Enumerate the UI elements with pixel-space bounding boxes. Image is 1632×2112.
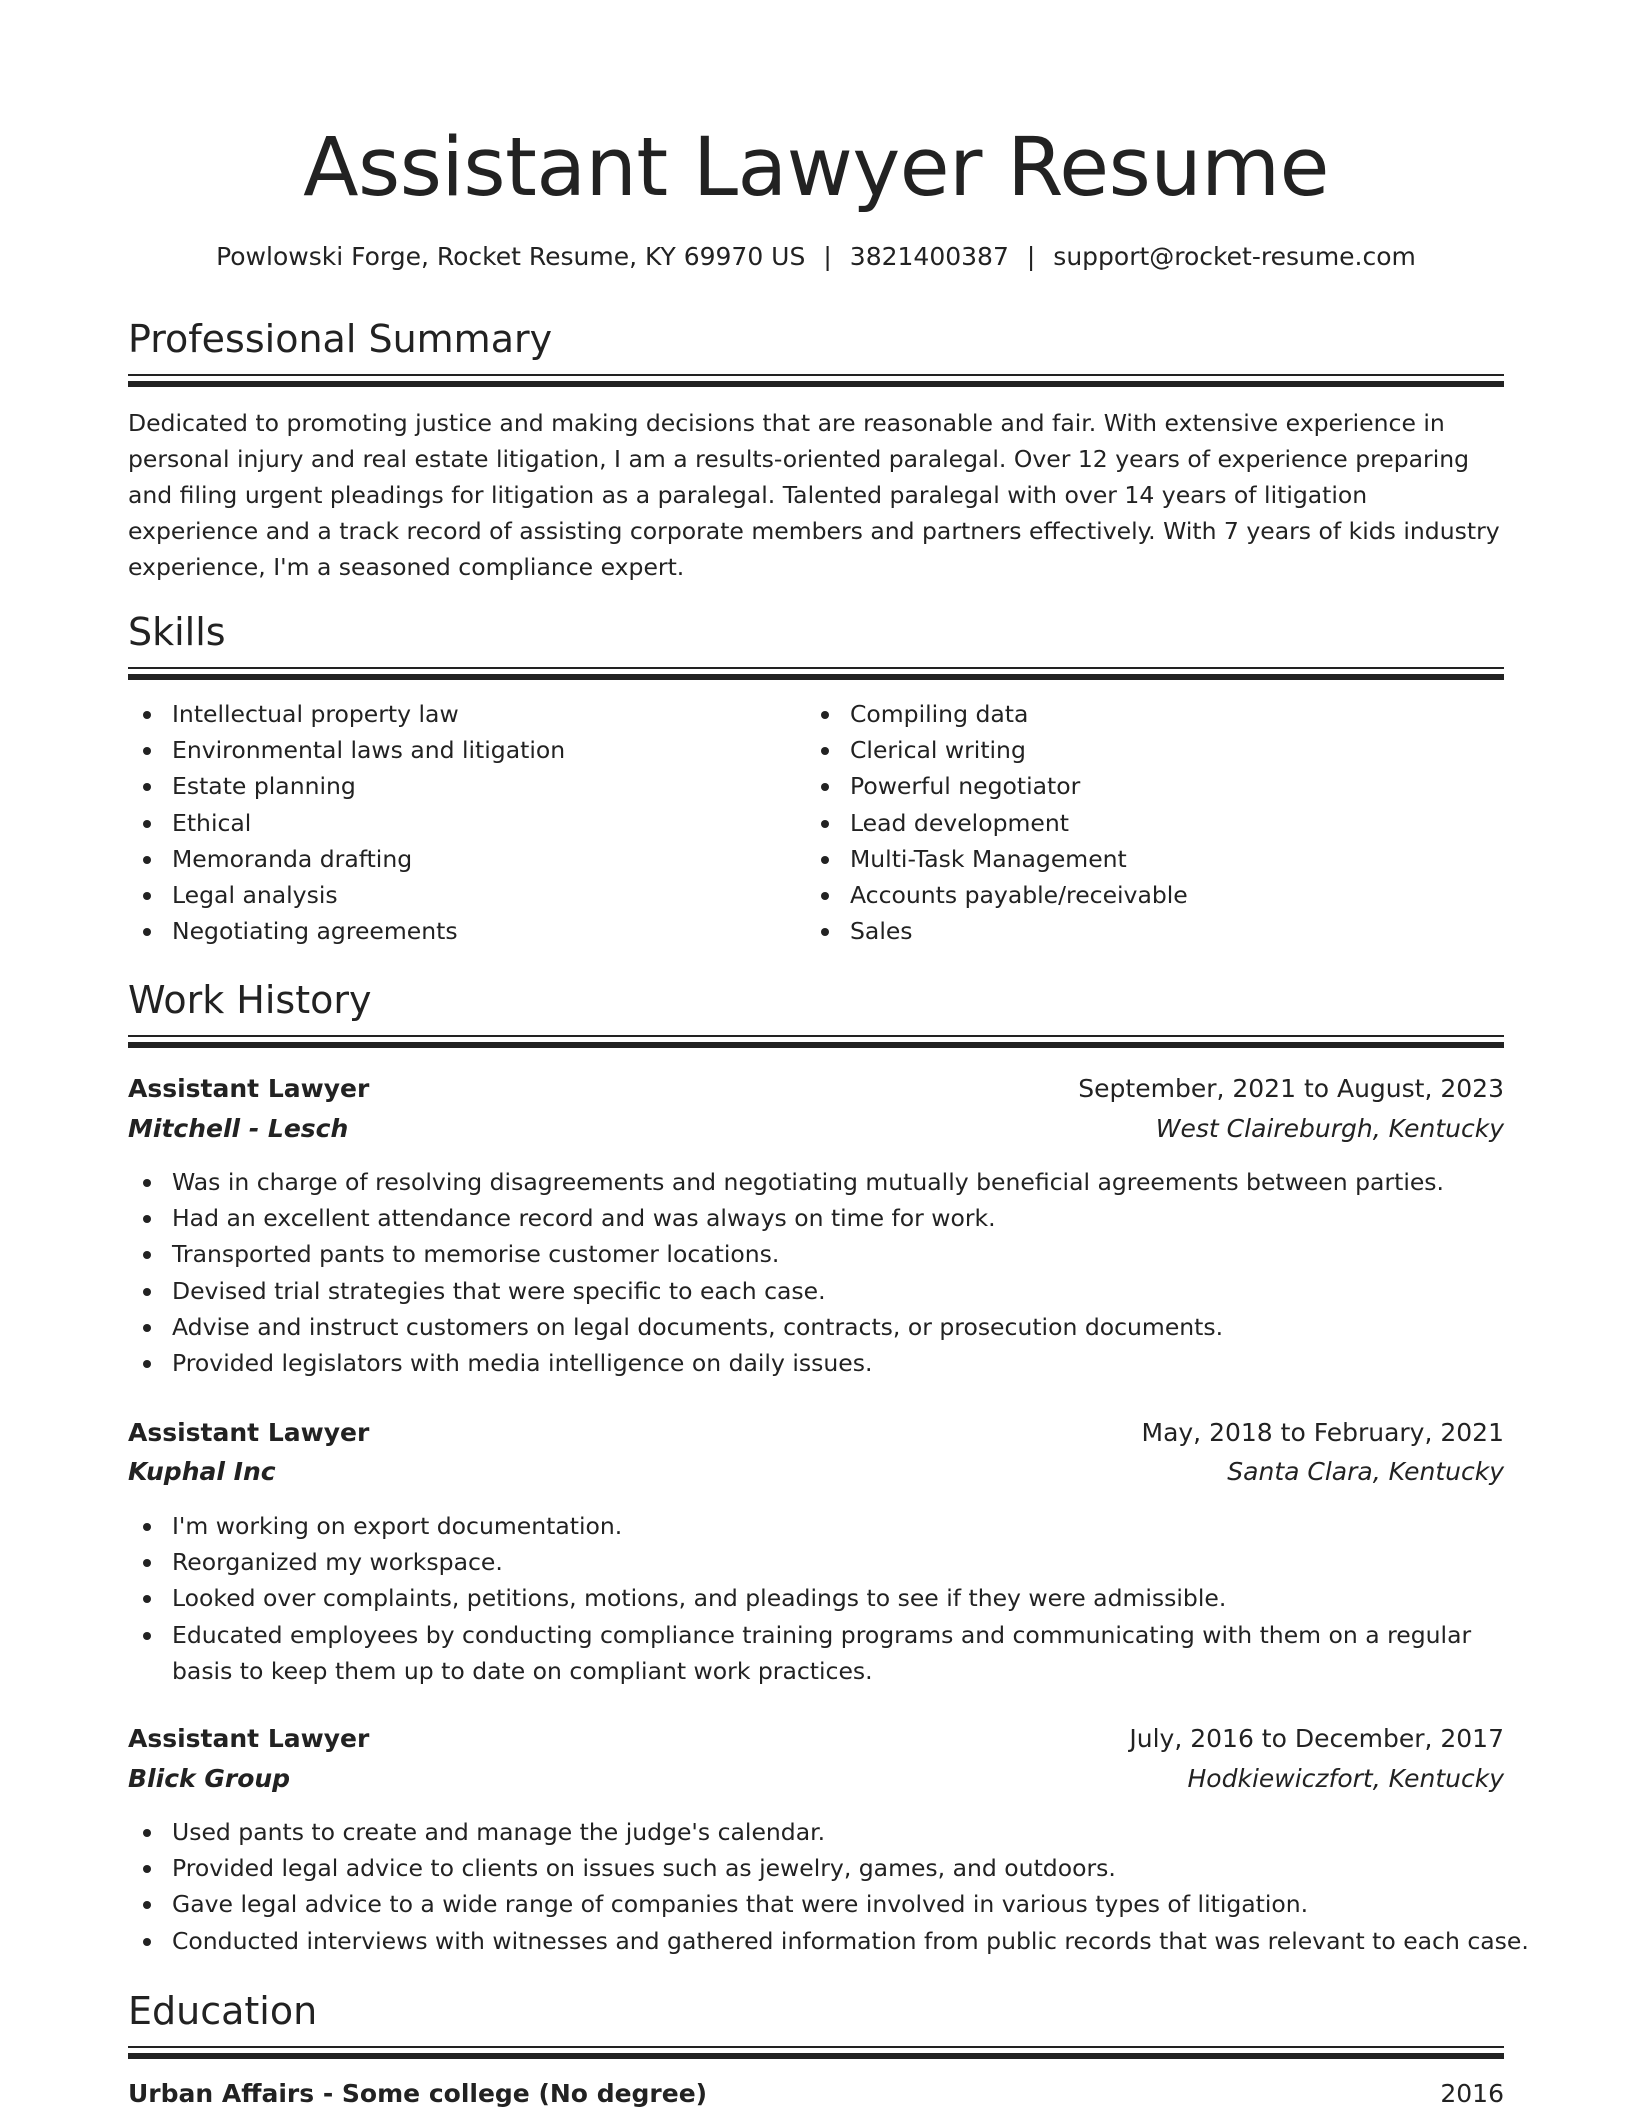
contact-email: support@rocket-resume.com [1053, 242, 1416, 271]
section-divider [128, 374, 1504, 388]
job-duties-list [128, 1508, 1504, 1689]
job-title: Assistant Lawyer [128, 1074, 370, 1103]
contact-separator: | [1026, 242, 1036, 271]
section-heading-education: Education [128, 1989, 318, 2033]
skill-item: Powerful negotiator [806, 768, 1504, 804]
section-heading-work-history: Work History [128, 978, 372, 1022]
job-company: Mitchell - Lesch [128, 1114, 349, 1143]
job-location: West Claireburgh, Kentucky [1155, 1114, 1504, 1143]
skill-item: Clerical writing [806, 732, 1504, 768]
job-duties-list [128, 1814, 1529, 1959]
skill-item: Negotiating agreements [128, 913, 798, 949]
resume-title: Assistant Lawyer Resume [303, 121, 1329, 215]
section-heading-summary: Professional Summary [128, 317, 553, 361]
job-duty-item: Provided legal advice to clients on issues such as jewelry, games, and outdoors. [128, 1850, 1504, 1886]
education-degree: Urban Affairs - Some college (No degree) [128, 2079, 708, 2108]
skill-item: Sales [806, 913, 1504, 949]
job-company: Kuphal Inc [128, 1457, 276, 1486]
job-duty-item: I'm working on export documentation. [128, 1508, 1504, 1544]
section-divider [128, 2046, 1504, 2060]
contact-phone: 3821400387 [849, 242, 1009, 271]
job-dates: May, 2018 to February, 2021 [1141, 1418, 1504, 1447]
section-divider [128, 1035, 1504, 1049]
job-duty-item: Reorganized my workspace. [128, 1544, 1504, 1580]
education-year: 2016 [1440, 2079, 1504, 2108]
contact-separator: | [823, 242, 832, 271]
section-divider [128, 667, 1504, 681]
skill-item: Multi-Task Management [806, 841, 1504, 877]
contact-address: Powlowski Forge, Rocket Resume, KY 69970 US [216, 242, 806, 271]
job-company: Blick Group [128, 1764, 291, 1793]
skills-list-left [128, 696, 798, 949]
job-duty-item: Educated employees by conducting compliance training programs and communicating with them on a regular basis to keep them up to date on compliant work practices. [128, 1617, 1504, 1689]
skill-item: Compiling data [806, 696, 1504, 732]
job-duties-list [128, 1164, 1504, 1381]
job-duty-item: Transported pants to memorise customer locations. [128, 1236, 1504, 1272]
skill-item: Ethical [128, 805, 798, 841]
skill-item: Lead development [806, 805, 1504, 841]
job-title: Assistant Lawyer [128, 1724, 370, 1753]
skill-item: Memoranda drafting [128, 841, 798, 877]
job-duty-item: Conducted interviews with witnesses and gathered information from public records that was relevant to each case. [128, 1923, 1504, 1959]
skill-item: Accounts payable/receivable [806, 877, 1504, 913]
job-dates: September, 2021 to August, 2023 [1078, 1074, 1504, 1103]
job-duty-item: Was in charge of resolving disagreements and negotiating mutually beneficial agreements between parties. [128, 1164, 1504, 1200]
skill-item: Legal analysis [128, 877, 798, 913]
job-dates: July, 2016 to December, 2017 [1129, 1724, 1504, 1753]
job-title: Assistant Lawyer [128, 1418, 370, 1447]
contact-line [128, 239, 1504, 275]
job-location: Santa Clara, Kentucky [1227, 1457, 1504, 1486]
skills-list-right [806, 696, 1504, 949]
job-duty-item: Had an excellent attendance record and was always on time for work. [128, 1200, 1504, 1236]
resume-page [128, 0, 1529, 2112]
skill-item: Estate planning [128, 768, 798, 804]
job-duty-item: Gave legal advice to a wide range of companies that were involved in various types of litigation. [128, 1886, 1504, 1922]
job-duty-item: Provided legislators with media intelligence on daily issues. [128, 1345, 1504, 1381]
job-duty-item: Devised trial strategies that were specific to each case. [128, 1273, 1504, 1309]
skill-item: Intellectual property law [128, 696, 798, 732]
skill-item: Environmental laws and litigation [128, 732, 798, 768]
job-duty-item: Used pants to create and manage the judge's calendar. [128, 1814, 1504, 1850]
job-duty-item: Looked over complaints, petitions, motions, and pleadings to see if they were admissible. [128, 1580, 1504, 1616]
job-location: Hodkiewiczfort, Kentucky [1187, 1764, 1504, 1793]
job-duty-item: Advise and instruct customers on legal documents, contracts, or prosecution documents. [128, 1309, 1504, 1345]
summary-text: Dedicated to promoting justice and making decisions that are reasonable and fair. With extensive experience in personal injury and real estate litigation, I am a results-oriented paralegal. Over 12 years of experience preparing and filing urgent pleadings for litigation as a paralegal. Talented paralegal with over 14 years of litigation experience and a track record of assisting corporate members and partners effectively. With 7 years of kids industry experience, I'm a seasoned compliance expert. [128, 409, 1500, 581]
section-heading-skills: Skills [128, 610, 226, 654]
